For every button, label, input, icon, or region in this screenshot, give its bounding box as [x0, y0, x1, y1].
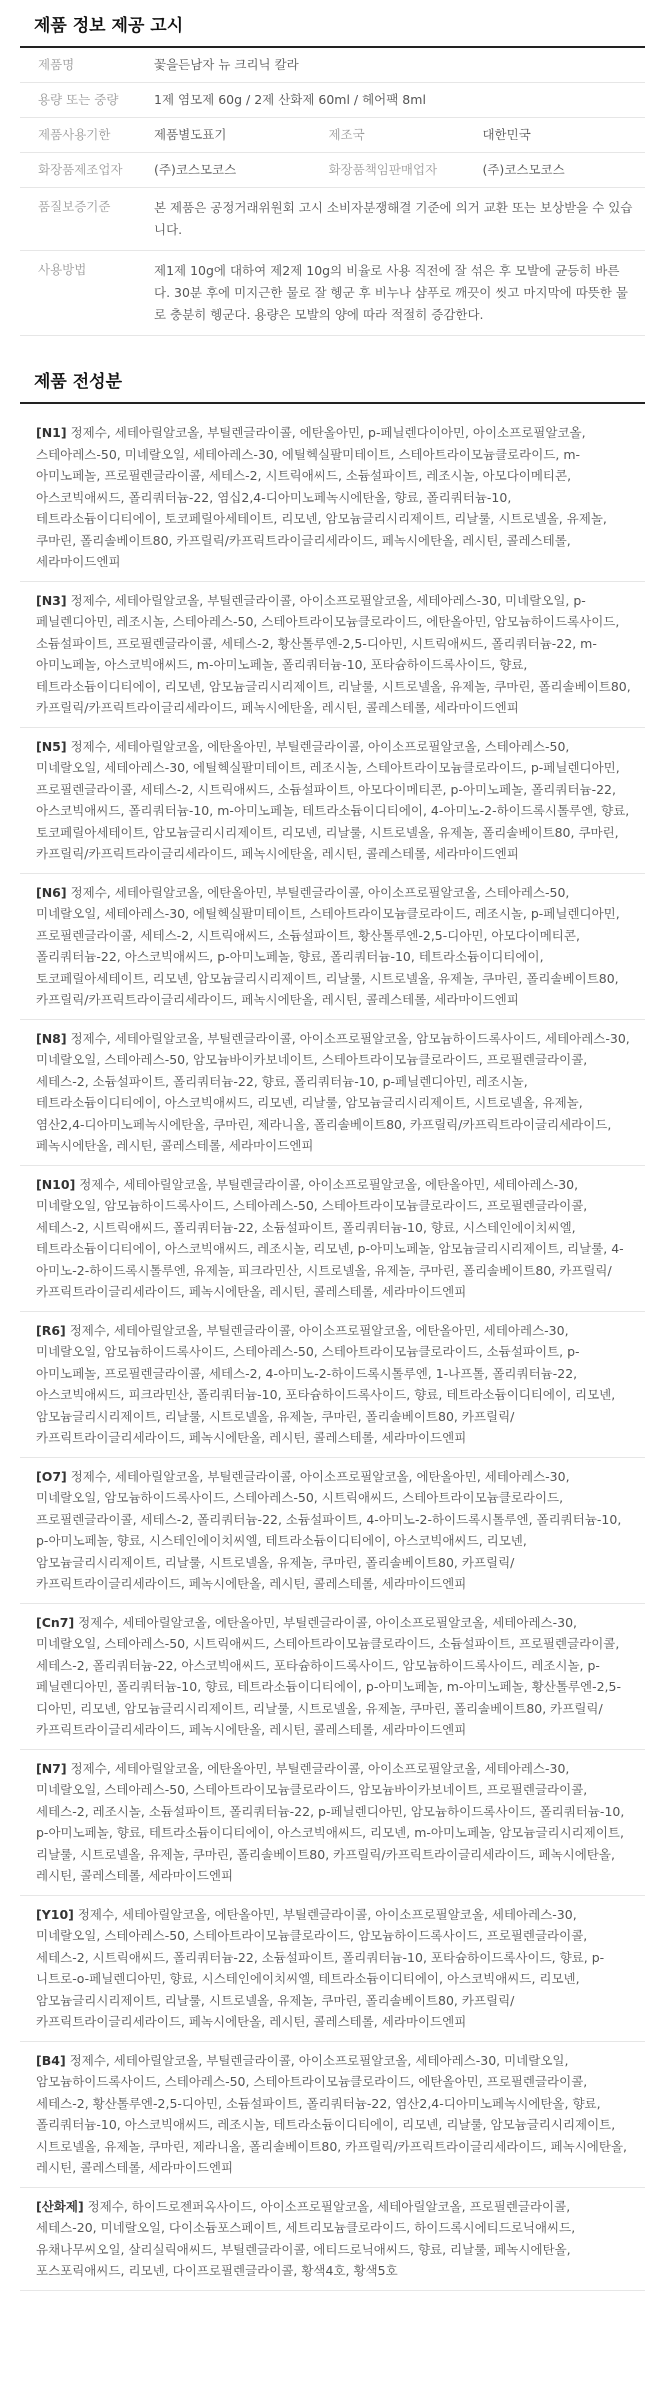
shade-code: [산화제]	[36, 2198, 84, 2214]
info-label: 제품명	[20, 48, 142, 83]
ingredient-text: 정제수, 세테아릴알코올, 에탄올아민, 부틸렌글라이콜, 아이소프로필알코올, 세테아레스-30, 미네랄오일, 스테아레스-50, 시트릭애씨드, 스테아트라이모늄클로라이드, 소듐설파이트, 프로필렌글라이콜, 세테스-2, 폴리쿼터늄-22, 아스코빅애씨드, 포타슘하이드록사이드, 암모늄하이드록사이드, 레조시놀, p-페닐렌디아민, 폴리쿼터늄-10, 향료, 테트라소듐이디티에이, p-아미노페놀, m-아미노페놀, 황산톨루엔-2,5-디아민, 리모넨, 암모늄글리시리제이트, 리날룰, 시트로넬올, 유제놀, 쿠마린, 폴리솔베이트80, 카프릴릭/카프릭트라이글리세라이드, 페녹시에탄올, 레시틴, 콜레스테롤, 세라마이드엔피	[36, 1614, 621, 1737]
info-label: 화장품제조업자	[20, 153, 142, 188]
shade-code: [O7]	[36, 1468, 67, 1484]
ingredient-text: 정제수, 세테아릴알코올, 부틸렌글라이콜, 아이소프로필알코올, 에탄올아민, 세테아레스-30, 미네랄오일, 암모늄하이드록사이드, 스테아레스-50, 시트릭애씨드, 스테아트라이모늄클로라이드, 프로필렌글라이콜, 세테스-2, 폴리쿼터늄-22, 소듐설파이트, 4-아미노-2-하이드록시톨루엔, 폴리쿼터늄-10, p-아미노페놀, 향료, 시스테인에이치씨엘, 테트라소듐이디티에이, 아스코빅애씨드, 리모넨, 암모늄글리시리제이트, 리날룰, 시트로넬올, 유제놀, 쿠마린, 폴리솔베이트80, 카프릴릭/카프릭트라이글리세라이드, 페녹시에탄올, 레시틴, 콜레스테롤, 세라마이드엔피	[36, 1468, 622, 1591]
product-info-title: 제품 정보 제공 고시	[34, 16, 184, 36]
info-value: 제품별도표기	[142, 118, 316, 153]
ingredient-text: 정제수, 세테아릴알코올, 부틸렌글라이콜, 아이소프로필알코올, 세테아레스-30, 미네랄오일, 암모늄하이드록사이드, 스테아레스-50, 스테아트라이모늄클로라이드, 에탄올아민, 프로필렌글라이콜, 세테스-2, 황산톨루엔-2,5-디아민, 소듐설파이트, 폴리쿼터늄-22, 염산2,4-디아미노페녹시에탄올, 향료, 폴리쿼터늄-10, 아스코빅애씨드, 레조시놀, 테트라소듐이디티에이, 리모넨, 리날룰, 암모늄글리시리제이트, 시트로넬올, 유제놀, 쿠마린, 제라니올, 폴리솔베이트80, 카프릴릭/카프릭트라이글리세라이드, 페녹시에탄올, 레시틴, 콜레스테롤, 세라마이드엔피	[36, 2052, 627, 2175]
ingredient-block	[20, 1166, 645, 1312]
shade-code: [B4]	[36, 2052, 66, 2068]
info-row-expiry-country	[20, 118, 645, 153]
ingredient-block	[20, 1312, 645, 1458]
info-label: 화장품책임판매업자	[316, 153, 470, 188]
shade-code: [R6]	[36, 1322, 66, 1338]
ingredient-block	[20, 1604, 645, 1750]
info-row-volume	[20, 83, 645, 118]
info-row-usage	[20, 251, 645, 336]
ingredient-block	[20, 1458, 645, 1604]
shade-code: [N10]	[36, 1176, 76, 1192]
ingredients-section	[0, 366, 665, 2291]
info-value: 꽃을든남자 뉴 크리닉 칼라	[142, 48, 645, 83]
shade-code: [N5]	[36, 738, 67, 754]
shade-code: [Y10]	[36, 1906, 74, 1922]
info-label: 제품사용기한	[20, 118, 142, 153]
ingredient-text: 정제수, 세테아릴알코올, 에탄올아민, 부틸렌글라이콜, 아이소프로필알코올, 스테아레스-50, 미네랄오일, 세테아레스-30, 에틸헥실팔미테이트, 스테아트라이모늄클로라이드, 레조시놀, p-페닐렌디아민, 프로필렌글라이콜, 세테스-2, 시트릭애씨드, 소듐설파이트, 황산톨루엔-2,5-디아민, 아모다이메티콘, 폴리쿼터늄-22, 아스코빅애씨드, p-아미노페놀, 향료, 폴리쿼터늄-10, 테트라소듐이디티에이, 토코페릴아세테이트, 리모넨, 암모늄글리시리제이트, 리날룰, 시트로넬올, 유제놀, 쿠마린, 폴리솔베이트80, 카프릴릭/카프릭트라이글리세라이드, 페녹시에탄올, 레시틴, 콜레스테롤, 세라마이드엔피	[36, 884, 620, 1007]
info-row-manufacturer-seller	[20, 153, 645, 188]
ingredient-text: 정제수, 세테아릴알코올, 부틸렌글라이콜, 아이소프로필알코올, 에탄올아민, 세테아레스-30, 미네랄오일, 암모늄하이드록사이드, 스테아레스-50, 스테아트라이모늄클로라이드, 프로필렌글라이콜, 세테스-2, 시트릭애씨드, 폴리쿼터늄-22, 소듐설파이트, 폴리쿼터늄-10, 향료, 시스테인에이치씨엘, 테트라소듐이디티에이, 아스코빅애씨드, 레조시놀, 리모넨, p-아미노페놀, 암모늄글리시리제이트, 리날룰, 4-아미노-2-하이드록시톨루엔, 유제놀, 피크라민산, 시트로넬올, 유제놀, 쿠마린, 폴리솔베이트80, 카프릴릭/카프릭트라이글리세라이드, 페녹시에탄올, 레시틴, 콜레스테롤, 세라마이드엔피	[36, 1176, 624, 1299]
shade-code: [N3]	[36, 592, 67, 608]
ingredient-block	[20, 728, 645, 874]
ingredient-block	[20, 414, 645, 582]
shade-code: [Cn7]	[36, 1614, 75, 1630]
info-value: 1제 염모제 60g / 2제 산화제 60ml / 헤어팩 8ml	[142, 83, 645, 118]
ingredient-block	[20, 2042, 645, 2188]
info-value: (주)코스모코스	[142, 153, 316, 188]
info-label: 제조국	[316, 118, 470, 153]
info-label: 용량 또는 중량	[20, 83, 142, 118]
info-label: 사용방법	[20, 251, 142, 336]
shade-code: [N1]	[36, 425, 67, 440]
ingredient-text: 정제수, 하이드로젠퍼옥사이드, 아이소프로필알코올, 세테아릴알코올, 프로필렌글라이콜, 세테스-20, 미네랄오일, 다이소듐포스페이트, 세트리모늄클로라이드, 하이드록시에티드로닉애씨드, 유채나무씨오일, 살리실릭애씨드, 부틸렌글라이콜, 에티드로닉애씨드, 향료, 리날룰, 페녹시에탄올, 포스포릭애씨드, 리모넨, 다이프로필렌글라이콜, 황색4호, 황색5호	[36, 2198, 576, 2278]
info-row-warranty	[20, 188, 645, 251]
ingredient-block	[20, 582, 645, 728]
ingredient-text: 정제수, 세테아릴알코올, 에탄올아민, 부틸렌글라이콜, 아이소프로필알코올, 세테아레스-30, 미네랄오일, 스테아레스-50, 스테아트라이모늄클로라이드, 암모늄하이드록사이드, 프로필렌글라이콜, 세테스-2, 시트릭애씨드, 폴리쿼터늄-22, 소듐설파이트, 폴리쿼터늄-10, 포타슘하이드록사이드, 향료, p-니트로-o-페닐렌디아민, 향료, 시스테인에이치씨엘, 테트라소듐이디티에이, 아스코빅애씨드, 리모넨, 암모늄글리시리제이트, 리날룰, 시트로넬올, 유제놀, 쿠마린, 폴리솔베이트80, 카프릴릭/카프릭트라이글리세라이드, 페녹시에탄올, 레시틴, 콜레스테롤, 세라마이드엔피	[36, 1906, 605, 2029]
ingredients-title: 제품 전성분	[34, 372, 123, 392]
ingredients-list	[20, 414, 645, 2291]
ingredient-block	[20, 1750, 645, 1896]
ingredient-block	[20, 874, 645, 1020]
info-row-product-name	[20, 48, 645, 83]
info-value: 대한민국	[470, 118, 645, 153]
shade-code: [N7]	[36, 1760, 67, 1776]
title-divider	[20, 402, 645, 404]
ingredient-text: 정제수, 세테아릴알코올, 부틸렌글라이콜, 아이소프로필알코올, 세테아레스-30, 미네랄오일, p-페닐렌디아민, 레조시놀, 스테아레스-50, 스테아트라이모늄클로라이드, 에탄올아민, 암모늄하이드록사이드, 소듐설파이트, 프로필렌글라이콜, 세테스-2, 황산톨루엔-2,5-디아민, 시트릭애씨드, 폴리쿼터늄-22, m-아미노페놀, 아스코빅애씨드, m-아미노페놀, 폴리쿼터늄-10, 포타슘하이드록사이드, 향료, 테트라소듐이디티에이, 리모넨, 암모늄글리시리제이트, 리날룰, 시트로넬올, 유제놀, 쿠마린, 폴리솔베이트80, 카프릴릭/카프릭트라이글리세라이드, 페녹시에탄올, 레시틴, 콜레스테롤, 세라마이드엔피	[36, 592, 631, 715]
ingredient-text: 정제수, 세테아릴알코올, 부틸렌글라이콜, 아이소프로필알코올, 암모늄하이드록사이드, 세테아레스-30, 미네랄오일, 스테아레스-50, 암모늄바이카보네이트, 스테아트라이모늄클로라이드, 프로필렌글라이콜, 세테스-2, 소듐설파이트, 폴리쿼터늄-22, 향료, 폴리쿼터늄-10, p-페닐렌디아민, 레조시놀, 테트라소듐이디티에이, 아스코빅애씨드, 리모넨, 리날룰, 암모늄글리시리제이트, 시트로넬올, 유제놀, 염산2,4-디아미노페녹시에탄올, 쿠마린, 제라니올, 폴리솔베이트80, 카프릴릭/카프릭트라이글리세라이드, 페녹시에탄올, 레시틴, 콜레스테롤, 세라마이드엔피	[36, 1030, 630, 1153]
ingredient-text: 정제수, 세테아릴알코올, 에탄올아민, 부틸렌글라이콜, 아이소프로필알코올, 세테아레스-30, 미네랄오일, 스테아레스-50, 스테아트라이모늄클로라이드, 암모늄바이카보네이트, 프로필렌글라이콜, 세테스-2, 레조시놀, 소듐설파이트, 폴리쿼터늄-22, p-페닐렌디아민, 암모늄하이드록사이드, 폴리쿼터늄-10, p-아미노페놀, 향료, 테트라소듐이디티에이, 아스코빅애씨드, 리모넨, m-아미노페놀, 암모늄글리시리제이트, 리날룰, 시트로넬올, 유제놀, 쿠마린, 폴리솔베이트80, 카프릴릭/카프릭트라이글리세라이드, 페녹시에탄올, 레시틴, 콜레스테롤, 세라마이드엔피	[36, 1760, 625, 1883]
info-value: 본 제품은 공정거래위원회 고시 소비자분쟁해결 기준에 의거 교환 또는 보상받을 수 있습니다.	[142, 188, 645, 251]
ingredient-block	[20, 1020, 645, 1166]
ingredient-text: 정제수, 세테아릴알코올, 에탄올아민, 부틸렌글라이콜, 아이소프로필알코올, 스테아레스-50, 미네랄오일, 세테아레스-30, 에틸헥실팔미테이트, 레조시놀, 스테아트라이모늄클로라이드, p-페닐렌디아민, 프로필렌글라이콜, 세테스-2, 시트릭애씨드, 소듐설파이트, 아모다이메티콘, p-아미노페놀, 폴리쿼터늄-22, 아스코빅애씨드, 폴리쿼터늄-10, m-아미노페놀, 테트라소듐이디티에이, 4-아미노-2-하이드록시톨루엔, 향료, 토코페릴아세테이트, 암모늄글리시리제이트, 리모넨, 리날룰, 시트로넬올, 유제놀, 폴리솔베이트80, 쿠마린, 카프릴릭/카프릭트라이글리세라이드, 페녹시에탄올, 레시틴, 콜레스테롤, 세라마이드엔피	[36, 738, 630, 861]
ingredient-block	[20, 2188, 645, 2291]
shade-code: [N6]	[36, 884, 67, 900]
ingredient-text: 정제수, 세테아릴알코올, 부틸렌글라이콜, 아이소프로필알코올, 에탄올아민, 세테아레스-30, 미네랄오일, 암모늄하이드록사이드, 스테아레스-50, 스테아트라이모늄클로라이드, 소듐설파이트, p-아미노페놀, 프로필렌글라이콜, 세테스-2, 4-아미노-2-하이드록시톨루엔, 1-나프톨, 폴리쿼터늄-22, 아스코빅애씨드, 피크라민산, 폴리쿼터늄-10, 포타슘하이드록사이드, 향료, 테트라소듐이디티에이, 리모넨, 암모늄글리시리제이트, 리날룰, 시트로넬올, 유제놀, 쿠마린, 폴리솔베이트80, 카프릴릭/카프릭트라이글리세라이드, 페녹시에탄올, 레시틴, 콜레스테롤, 세라마이드엔피	[36, 1322, 616, 1445]
info-value: (주)코스모코스	[470, 153, 645, 188]
info-value: 제1제 10g에 대하여 제2제 10g의 비율로 사용 직전에 잘 섞은 후 모발에 균등히 바른다. 30분 후에 미지근한 물로 잘 헹군 후 비누나 샴푸로 깨끗이 씻고 마지막에 따뜻한 물로 충분히 헹군다. 용량은 모발의 양에 따라 적절히 증감한다.	[142, 251, 645, 336]
ingredient-block	[20, 1896, 645, 2042]
info-label: 품질보증기준	[20, 188, 142, 251]
ingredient-text: 정제수, 세테아릴알코올, 부틸렌글라이콜, 에탄올아민, p-페닐렌다이아민, 아이소프로필알코올, 스테아레스-50, 미네랄오일, 세테아레스-30, 에틸헥실팔미테이트, 스테아트라이모늄클로라이드, m-아미노페놀, 프로필렌글라이콜, 세테스-2, 시트릭애씨드, 소듐설파이트, 레조시놀, 아모다이메티콘, 아스코빅애씨드, 폴리쿼터늄-22, 염십2,4-디아미노페녹시에탄올, 향료, 폴리쿼터늄-10, 테트라소듐이디티에이, 토코페릴아세테이트, 리모넨, 암모늄글리시리제이트, 리날룰, 시트로넬올, 유제놀, 쿠마린, 폴리솔베이트80, 카프릴릭/카프릭트라이글리세라이드, 페녹시에탄올, 레시틴, 콜레스테롤, 세라마이드엔피	[36, 425, 607, 569]
product-info-table	[20, 48, 645, 336]
shade-code: [N8]	[36, 1030, 67, 1046]
